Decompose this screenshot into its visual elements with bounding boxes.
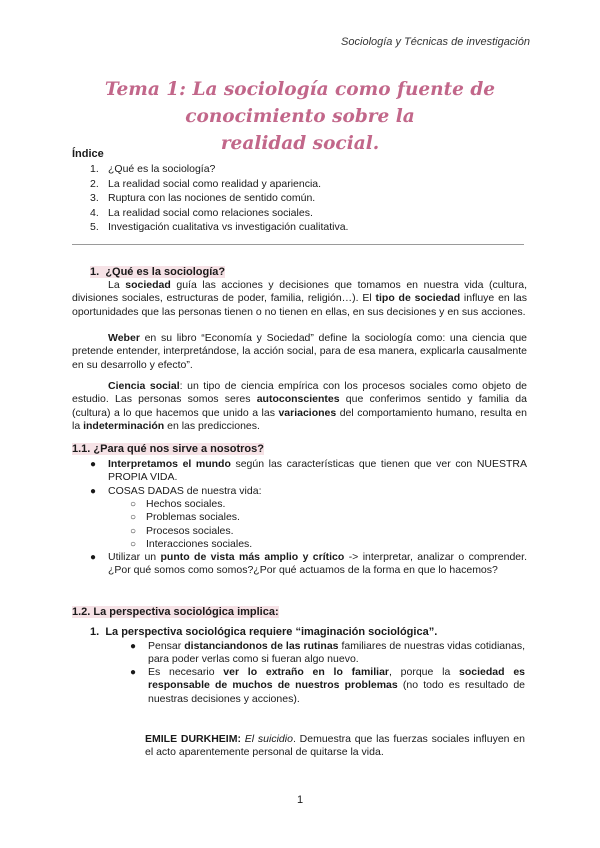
paragraph-ciencia-social: Ciencia social: un tipo de ciencia empírica con los procesos sociales como objeto de estudio. Las personas somos seres autoconscientes que conferimos sentido y familia da (cultura) a lo que hacemos que unido a las variaciones del comportamiento humano, resulta en la indeterminación en las predicciones. — [72, 380, 527, 432]
section-1-1-heading: 1.1. ¿Para qué nos sirve a nosotros? — [72, 443, 264, 455]
hollow-bullet-icon: ○ — [130, 512, 137, 524]
paragraph-durkheim: EMILE DURKHEIM: El suicidio. Demuestra que las fuerzas sociales influyen en el acto aparentemente personal de quitarse la vida. — [145, 733, 525, 759]
bullet-icon: ● — [90, 486, 97, 497]
index-item: 3. Ruptura con las nociones de sentido común. — [90, 192, 316, 205]
paragraph-sociedad: La sociedad guía las acciones y decisiones que tomamos en nuestra vida (cultura, divisiones sociales, estructuras de poder, familia, religión…). El tipo de sociedad influye en las oportunidades que las personas tienen o no tienen en ellas, en sus decisiones y en sus acciones. — [72, 279, 527, 318]
section-1-2-heading: 1.2. La perspectiva sociológica implica: — [72, 606, 279, 618]
index-item: 1. ¿Qué es la sociología? — [90, 163, 216, 175]
paragraph-weber: Weber en su libro “Economía y Sociedad” define la sociología como: una ciencia que pretende entender, interpretándose, la acción social, para de esa manera, explicarla causalmente en su desarrollo y efecto”. — [72, 332, 527, 371]
title-line-2: realidad social. — [220, 133, 380, 154]
sub-list-item: ○ Procesos sociales. — [130, 524, 234, 537]
page-number: 1 — [296, 794, 304, 806]
sub-list-item: ○ Interacciones sociales. — [130, 537, 253, 550]
document-header: Sociología y Técnicas de investigación — [341, 36, 530, 48]
index-item: 5. Investigación cualitativa vs investigación cualitativa. — [90, 221, 349, 234]
bullet-icon: ● — [90, 552, 97, 563]
hollow-bullet-icon: ○ — [130, 525, 137, 537]
sub-list — [130, 498, 252, 551]
bullet-icon: ● — [130, 667, 137, 678]
bullet-punto-de-vista: ● Utilizar un punto de vista más amplio y crítico -> interpretar, analizar o comprender. ¿Por qué somos como somos?¿Por qué actuamos de la forma en que lo hacemos? — [90, 551, 527, 577]
hollow-bullet-icon: ○ — [130, 538, 137, 550]
horizontal-divider — [72, 244, 524, 245]
bullet-icon: ● — [90, 459, 97, 470]
bullet-cosas-dadas: ● COSAS DADAS de nuestra vida: — [90, 485, 262, 497]
index-item: 4. La realidad social como relaciones sociales. — [90, 206, 313, 219]
bullet-pensar: ● Pensar distanciandonos de las rutinas familiares de nuestras vidas cotidianas, para poder verlas como si fueran algo nuevo. — [130, 640, 525, 666]
bullet-interpretamos: ● Interpretamos el mundo según las características que tienen que ver con NUESTRA PROPIA VIDA. — [90, 458, 527, 484]
document-title — [60, 76, 540, 157]
sub-list-item: ○ Hechos sociales. — [130, 498, 226, 510]
index-heading: Índice — [72, 148, 104, 160]
sub-list-item: ○ Problemas sociales. — [130, 511, 240, 524]
index-item: 2. La realidad social como realidad y apariencia. — [90, 177, 322, 190]
numbered-item-imaginacion: 1. La perspectiva sociológica requiere “imaginación sociológica”. — [90, 626, 438, 638]
index-list — [90, 162, 348, 235]
hollow-bullet-icon: ○ — [130, 499, 137, 510]
bullet-extrano: ● Es necesario ver lo extraño en lo familiar, porque la sociedad es responsable de muchos de nuestros problemas (no todo es resultado de nuestras decisiones y acciones). — [130, 666, 525, 705]
title-line-1: Tema 1: La sociología como fuente de conocimiento sobre la — [104, 79, 496, 127]
bullet-icon: ● — [130, 641, 137, 652]
section-1-heading: 1. ¿Qué es la sociología? — [90, 266, 226, 278]
